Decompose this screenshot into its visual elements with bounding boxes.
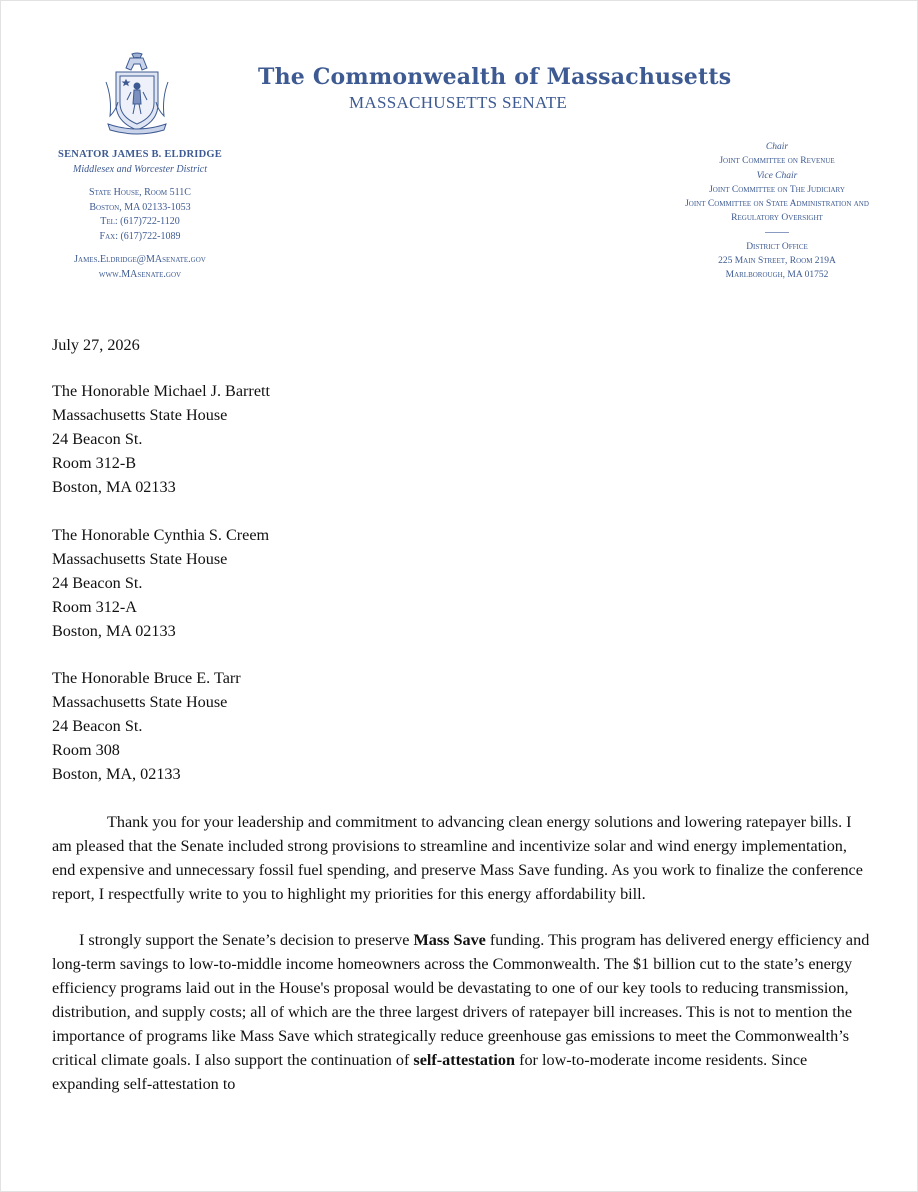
vice-chair-committee-2-line2: Regulatory Oversight [731, 213, 823, 224]
body-paragraph: Thank you for your leadership and commitment to advancing clean energy solutions and lowering ratepayer bills. I am pleased that the Senate included strong provisions to streamline and incentivize solar and wind energy implementation, end expensive and unnecessary fossil fuel spending, and preserve Mass Save funding. As you work to finalize the conference report, I respectfully write to you to highlight my priorities for this energy affordability bill. [52, 812, 863, 903]
paragraph-text: I strongly support the Senate’s decision to preserve [79, 930, 414, 949]
recipient-address [52, 666, 872, 786]
office-fax: Fax: (617)722-1089 [99, 230, 181, 242]
divider [765, 232, 789, 233]
office-address-line2: Boston, MA 02133-1053 [89, 201, 191, 213]
recipient-address [52, 523, 872, 643]
recipient-line: Massachusetts State House [52, 549, 228, 568]
letterhead-title: The Commonwealth of Massachusetts [258, 64, 732, 90]
letter-body [52, 333, 872, 1096]
recipient-line: Boston, MA 02133 [52, 478, 176, 496]
massachusetts-seal-icon [102, 52, 172, 136]
emphasis-mass-save: Mass Save [413, 930, 486, 949]
chair-label: Chair [765, 142, 789, 152]
paragraph-text: for low-to-moderate income residents. Since expanding self-attestation to [52, 1050, 808, 1093]
senator-district: Middlesex and Worcester District [73, 163, 207, 175]
letterhead-subtitle: MASSACHUSETTS SENATE [349, 93, 568, 112]
vice-chair-label: Vice Chair [756, 170, 798, 181]
recipient-name: The Honorable Bruce E. Tarr [52, 669, 241, 687]
paragraph-text: funding. This program has delivered energy efficiency and long-term savings to low-to-middle income homeowners across the Commonwealth. The $1 billion cut to the state’s energy efficiency programs laid out in the House's proposal would be devastating to one of our key tools to reducing transmission, distribution, and supply costs; all of which are the three largest drivers of ratepayer bill increases. This is not to mention the importance of programs like Mass Save which strategically reduce greenhouse gas emissions to meet the Commonwealth’s critical climate goals. I also support the continuation of [52, 930, 870, 1069]
recipient-line: Massachusetts State House [52, 693, 228, 711]
district-office-line2: Marlborough, MA 01752 [725, 270, 829, 281]
recipient-name: The Honorable Cynthia S. Creem [52, 525, 270, 544]
office-address-line1: State House, Room 511C [89, 187, 191, 198]
recipient-line: 24 Beacon St. [52, 573, 143, 592]
senator-email: James.Eldridge@MAsenate.gov [74, 254, 206, 265]
recipient-line: Boston, MA, 02133 [52, 765, 181, 783]
office-telephone: Tel: (617)722-1120 [100, 216, 180, 227]
recipient-line: 24 Beacon St. [52, 430, 143, 448]
senator-name: SENATOR JAMES B. ELDRIDGE [58, 149, 222, 160]
recipient-line: 24 Beacon St. [52, 717, 143, 735]
committee-block [662, 140, 892, 283]
recipient-line: Massachusetts State House [52, 406, 228, 424]
vice-chair-committee-2-line1: Joint Committee on State Administration and [685, 199, 869, 210]
emphasis-self-attestation: self-attestation [413, 1050, 516, 1069]
district-office-label: District Office [746, 241, 808, 252]
chair-committee: Joint Committee on Revenue [719, 156, 835, 167]
letter-date: July 27, 2026 [52, 336, 140, 354]
senator-contact-block [40, 148, 240, 282]
district-office-line1: 225 Main Street, Room 219A [718, 256, 836, 267]
recipient-line: Room 308 [52, 741, 120, 759]
recipient-line: Boston, MA 02133 [52, 621, 176, 640]
senator-website: www.MAsenate.gov [98, 268, 182, 280]
vice-chair-committee-1: Joint Committee on The Judiciary [709, 184, 845, 195]
recipient-line: Room 312-B [52, 454, 137, 472]
recipient-line: Room 312-A [52, 597, 137, 616]
recipient-name: The Honorable Michael J. Barrett [52, 382, 271, 400]
body-paragraph [52, 928, 872, 1096]
recipient-address [52, 379, 872, 499]
